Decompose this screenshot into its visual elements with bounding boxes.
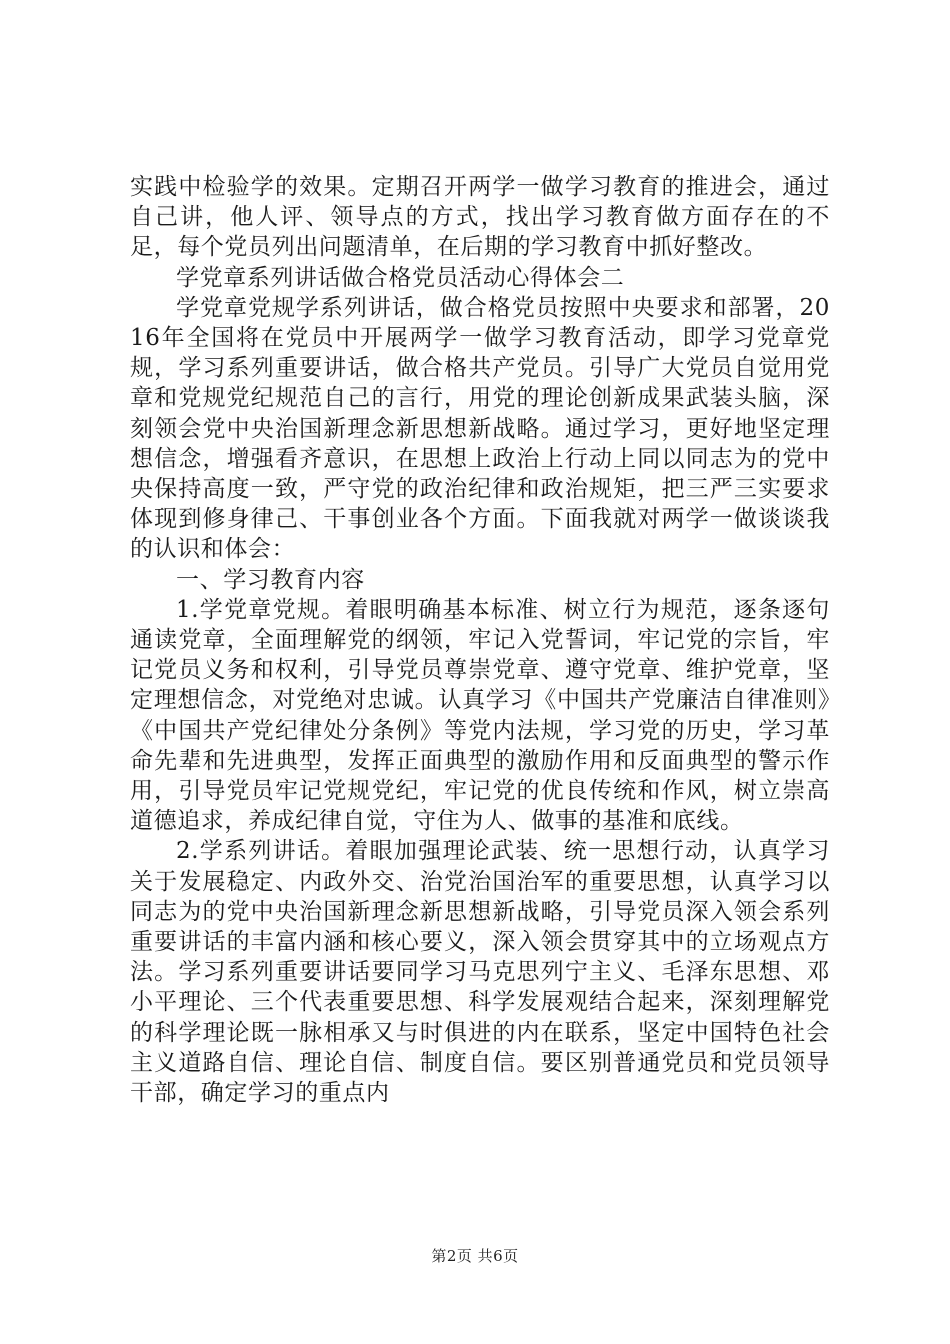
subheading-content: 一、学习教育内容 (176, 566, 365, 593)
paragraph-continuation: 实践中检验学的效果。定期召开两学一做学习教育的推进会，通过自己讲，他人评、领导点的方式，找出学习教育做方面存在的不足，每个党员列出问题清单，在后期的学习教育中抓好整改。 (130, 174, 830, 261)
paragraph-item-2: 2.学系列讲话。着眼加强理论武装、统一思想行动，认真学习关于发展稳定、内政外交、治党治国治军的重要思想，认真学习以同志为的党中央治国新理念新思想新战略，引导党员深入领会系列重要讲话的丰富内涵和核心要义，深入领会贯穿其中的立场观点方法。学习系列重要讲话要同学习马克思列宁主义、毛泽东思想、邓小平理论、三个代表重要思想、科学发展观结合起来，深刻理解党的科学理论既一脉相承又与时俱进的内在联系，坚定中国特色社会主义道路自信、理论自信、制度自信。要区别普通党员和党员领导干部，确定学习的重点内 (130, 838, 830, 1107)
paragraph-item-1: 1.学党章党规。着眼明确基本标准、树立行为规范，逐条逐句通读党章，全面理解党的纲领，牢记入党誓词，牢记党的宗旨，牢记党员义务和权利，引导党员尊崇党章、遵守党章、维护党章，坚定理想信念，对党绝对忠诚。认真学习《中国共产党廉洁自律准则》《中国共产党纪律处分条例》等党内法规，学习党的历史，学习革命先辈和先进典型，发挥正面典型的激励作用和反面典型的警示作用，引导党员牢记党规党纪，牢记党的优良传统和作风，树立崇高道德追求，养成纪律自觉，守住为人、做事的基准和底线。 (130, 596, 830, 835)
document-body (130, 172, 830, 1108)
section-heading: 学党章系列讲话做合格党员活动心得体会二 (176, 264, 625, 291)
page-number-footer: 第2页 共6页 (431, 1247, 519, 1265)
paragraph-intro: 学党章党规学系列讲话，做合格党员按照中央要求和部署，2016年全国将在党员中开展两学一做学习教育活动，即学习党章党规，学习系列重要讲话，做合格共产党员。引导广大党员自觉用党章和党规党纪规范自己的言行，用党的理论创新成果武装头脑，深刻领会党中央治国新理念新思想新战略。通过学习，更好地坚定理想信念，增强看齐意识，在思想上政治上行动上同以同志为的党中央保持高度一致，严守党的政治纪律和政治规矩，把三严三实要求体现到修身律己、干事创业各个方面。下面我就对两学一做谈谈我的认识和体会： (130, 294, 830, 563)
